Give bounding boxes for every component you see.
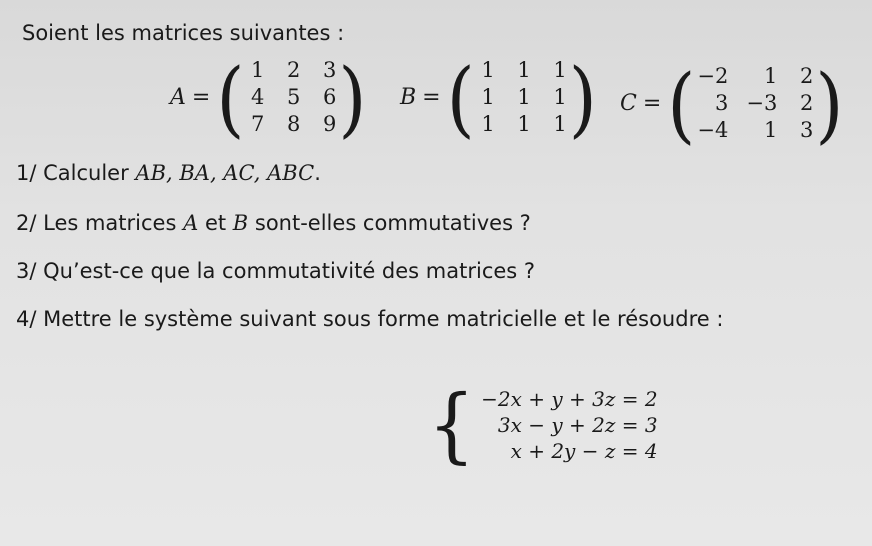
- matrix-b-name: B: [400, 85, 417, 110]
- system-brace: {: [428, 377, 476, 473]
- matrix-cell: 3: [799, 118, 814, 142]
- matrix-cell: −4: [697, 118, 729, 142]
- matrix-cell: 1: [481, 58, 495, 82]
- system-equation-1: −2x + y + 3z = 2: [481, 387, 658, 411]
- matrix-cell: 6: [323, 85, 337, 109]
- matrix-cell: 1: [251, 58, 265, 82]
- matrix-cell: 5: [287, 85, 301, 109]
- left-paren: (: [446, 49, 475, 146]
- right-paren: ): [568, 49, 597, 146]
- matrix-b-equals: =: [422, 85, 441, 110]
- matrix-a-name: A: [170, 85, 186, 110]
- matrix-cell: 1: [517, 112, 531, 136]
- equation-system: [428, 377, 658, 473]
- matrix-cell: 1: [553, 85, 567, 109]
- matrix-cell: 7: [251, 112, 265, 136]
- question-2-mid: et: [198, 211, 233, 235]
- matrix-c-grid: [695, 64, 815, 143]
- matrix-c: [620, 55, 844, 152]
- matrix-cell: 9: [323, 112, 337, 136]
- question-1-label: 1/ Calculer: [16, 161, 136, 185]
- left-paren: (: [667, 55, 696, 152]
- matrix-c-name: C: [620, 91, 637, 116]
- matrix-cell: 8: [287, 112, 301, 136]
- system-equations: [481, 386, 657, 464]
- matrix-cell: 3: [323, 58, 337, 82]
- matrix-b: [400, 49, 597, 146]
- question-1: [16, 160, 321, 186]
- matrix-cell: −3: [746, 91, 778, 115]
- question-2-before: 2/ Les matrices: [16, 211, 184, 235]
- matrix-b-grid: [475, 58, 569, 137]
- intro-text: Soient les matrices suivantes :: [22, 21, 345, 45]
- matrix-cell: 2: [799, 91, 814, 115]
- matrix-cell: 3: [714, 91, 729, 115]
- matrix-cell: 2: [799, 64, 814, 88]
- question-3: 3/ Qu’est-ce que la commutativité des matrices ?: [16, 259, 536, 283]
- matrix-c-equals: =: [642, 91, 662, 116]
- right-paren: ): [338, 49, 367, 146]
- matrix-cell: 1: [763, 64, 778, 88]
- matrix-a: [170, 49, 367, 146]
- question-1-math: AB, BA, AC, ABC: [135, 161, 315, 185]
- question-2-after: sont-elles commutatives ?: [248, 211, 531, 235]
- matrix-cell: 1: [517, 58, 531, 82]
- question-2: [16, 210, 531, 236]
- question-2-matrix-a: A: [183, 211, 199, 235]
- system-equation-3: x + 2y − z = 4: [510, 439, 658, 463]
- matrix-cell: 1: [481, 85, 495, 109]
- matrix-cell: 1: [481, 112, 495, 136]
- matrix-cell: 1: [553, 58, 567, 82]
- matrix-cell: 2: [287, 58, 301, 82]
- system-equation-2: 3x − y + 2z = 3: [497, 413, 658, 437]
- left-paren: (: [216, 49, 245, 146]
- question-1-end: .: [314, 161, 321, 185]
- right-paren: ): [815, 55, 844, 152]
- matrix-cell: 1: [553, 112, 567, 136]
- matrix-cell: 1: [763, 118, 778, 142]
- matrix-a-grid: [244, 58, 338, 137]
- question-2-matrix-b: B: [232, 211, 249, 235]
- matrix-cell: 1: [517, 85, 531, 109]
- matrix-cell: −2: [697, 64, 729, 88]
- question-4: 4/ Mettre le système suivant sous forme matricielle et le résoudre :: [16, 307, 724, 331]
- matrix-cell: 4: [251, 85, 265, 109]
- matrix-a-equals: =: [191, 85, 211, 110]
